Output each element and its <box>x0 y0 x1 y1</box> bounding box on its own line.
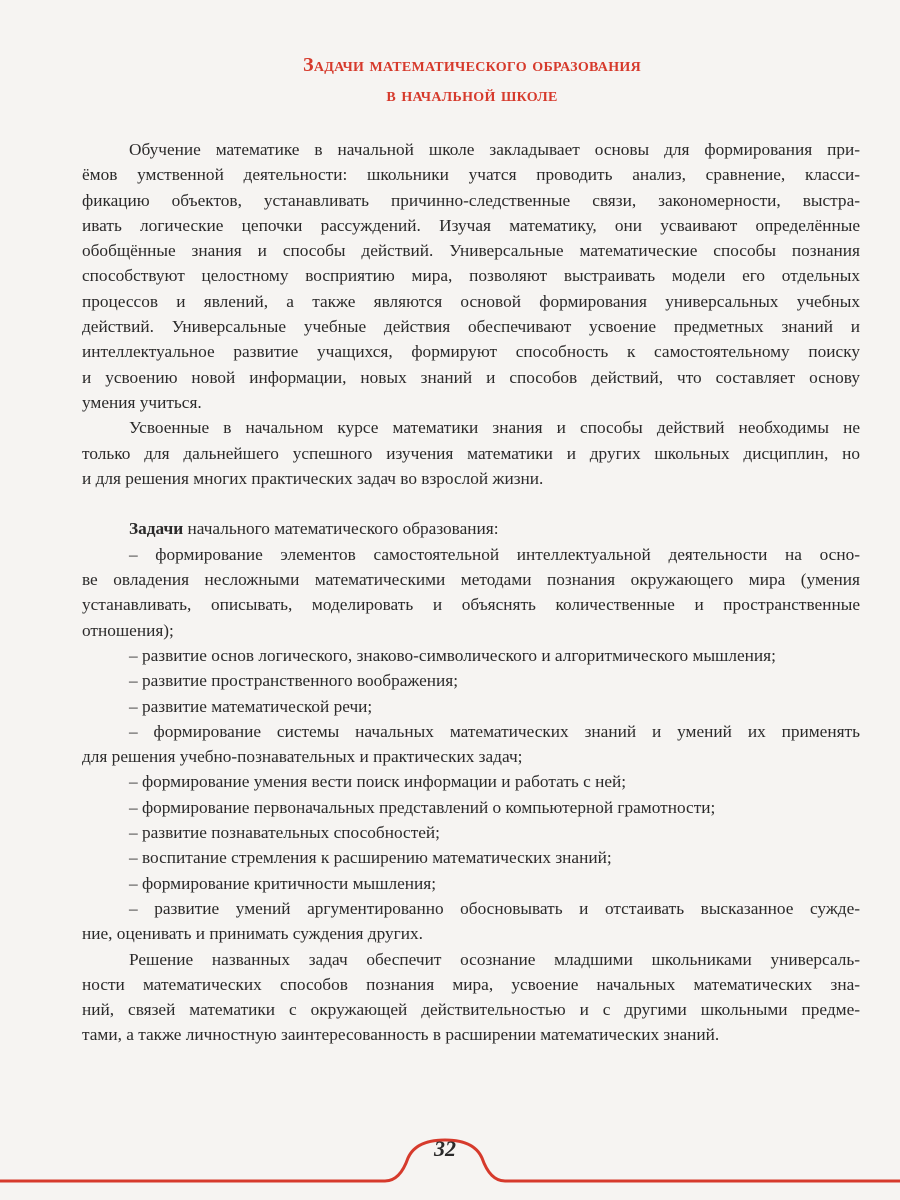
list-item-line: – формирование умения вести поиск информации и работать с ней; <box>129 772 627 792</box>
tasks-section <box>82 516 860 946</box>
text-line: и для решения многих практических задач во взрослой жизни. <box>82 468 544 488</box>
list-item-line: – развитие пространственного воображения; <box>129 671 459 691</box>
text-line: Решение названных задач обеспечит осознание младшими школьниками универсаль- <box>129 949 860 969</box>
tasks-heading-rest: начального математического образования: <box>183 519 499 539</box>
list-item-line: – формирование первоначальных представлений о компьютерной грамотности; <box>129 797 716 817</box>
list-item-line: – развитие умений аргументированно обосновывать и отстаивать высказанное сужде- <box>129 898 860 918</box>
list-item-line: устанавливать, описывать, моделировать и объяснять количественные и пространственные <box>82 595 860 615</box>
list-item-line: – развитие основ логического, знаково-символического и алгоритмического мышления; <box>129 645 776 665</box>
title-line-1: Задачи математического образования <box>302 54 641 76</box>
text-line: ности математических способов познания мира, усвоение начальных математических зна- <box>82 974 860 994</box>
tasks-heading-bold: Задачи <box>129 519 184 539</box>
list-item-line: – развитие познавательных способностей; <box>129 823 440 843</box>
list-item-line: отношения); <box>82 620 174 640</box>
text-line: Обучение математике в начальной школе закладывает основы для формирования при- <box>129 140 860 159</box>
paragraph-intro <box>82 137 860 415</box>
list-item-line: – формирование критичности мышления; <box>129 873 437 893</box>
text-line: Усвоенные в начальном курсе математики знания и способы действий необходимы не <box>129 418 860 438</box>
text-line: ний, связей математики с окружающей действительностью и с другими школьными предме- <box>82 1000 860 1020</box>
list-item-line: – воспитание стремления к расширению математических знаний; <box>129 848 612 868</box>
tasks-heading <box>82 516 860 541</box>
paragraph-conclusion <box>82 947 860 1048</box>
text-line: обобщённые знания и способы действий. Универсальные математические способы познания <box>82 241 860 261</box>
text-line: процессов и явлений, а также являются основой формирования универсальных учебных <box>82 291 860 311</box>
paragraph-gap <box>82 491 860 516</box>
body-text <box>82 137 860 1048</box>
text-line: действий. Универсальные учебные действия обеспечивают усвоение предметных знаний и <box>82 317 860 337</box>
list-item-line: – формирование системы начальных математических знаний и умений их применять <box>129 721 860 741</box>
list-item-line: – развитие математической речи; <box>129 696 373 716</box>
text-line: умения учиться. <box>82 392 202 412</box>
list-item-line: ве овладения несложными математическими методами познания окружающего мира (умения <box>82 570 860 590</box>
text-line: интеллектуальное развитие учащихся, формируют способность к самостоятельному поиску <box>82 342 860 362</box>
text-line: тами, а также личностную заинтересованность в расширении математических знаний. <box>82 1025 720 1045</box>
list-item-line: – формирование элементов самостоятельной интеллектуальной деятельности на осно- <box>129 544 860 564</box>
text-line: ивать логические цепочки рассуждений. Изучая математику, они усваивают определённые <box>82 215 860 235</box>
text-line: только для дальнейшего успешного изучения математики и других школьных дисциплин, но <box>82 443 860 463</box>
list-item-line: ние, оценивать и принимать суждения других. <box>82 924 423 944</box>
text-line: фикацию объектов, устанавливать причинно-следственные связи, закономерности, выстра- <box>82 190 860 210</box>
title-line-2: в начальной школе <box>386 84 558 106</box>
text-line: и усвоению новой информации, новых знаний и способов действий, что составляет основу <box>82 367 860 387</box>
list-item-line: для решения учебно-познавательных и практических задач; <box>82 747 523 767</box>
text-line: способствуют целостному восприятию мира, позволяют выстраивать модели его отдельных <box>82 266 860 286</box>
paragraph-knowledge <box>82 415 860 491</box>
page-title <box>0 50 900 110</box>
page-number: 32 <box>434 1136 456 1161</box>
text-line: ёмов умственной деятельности: школьники учатся проводить анализ, сравнение, класси- <box>82 165 860 185</box>
